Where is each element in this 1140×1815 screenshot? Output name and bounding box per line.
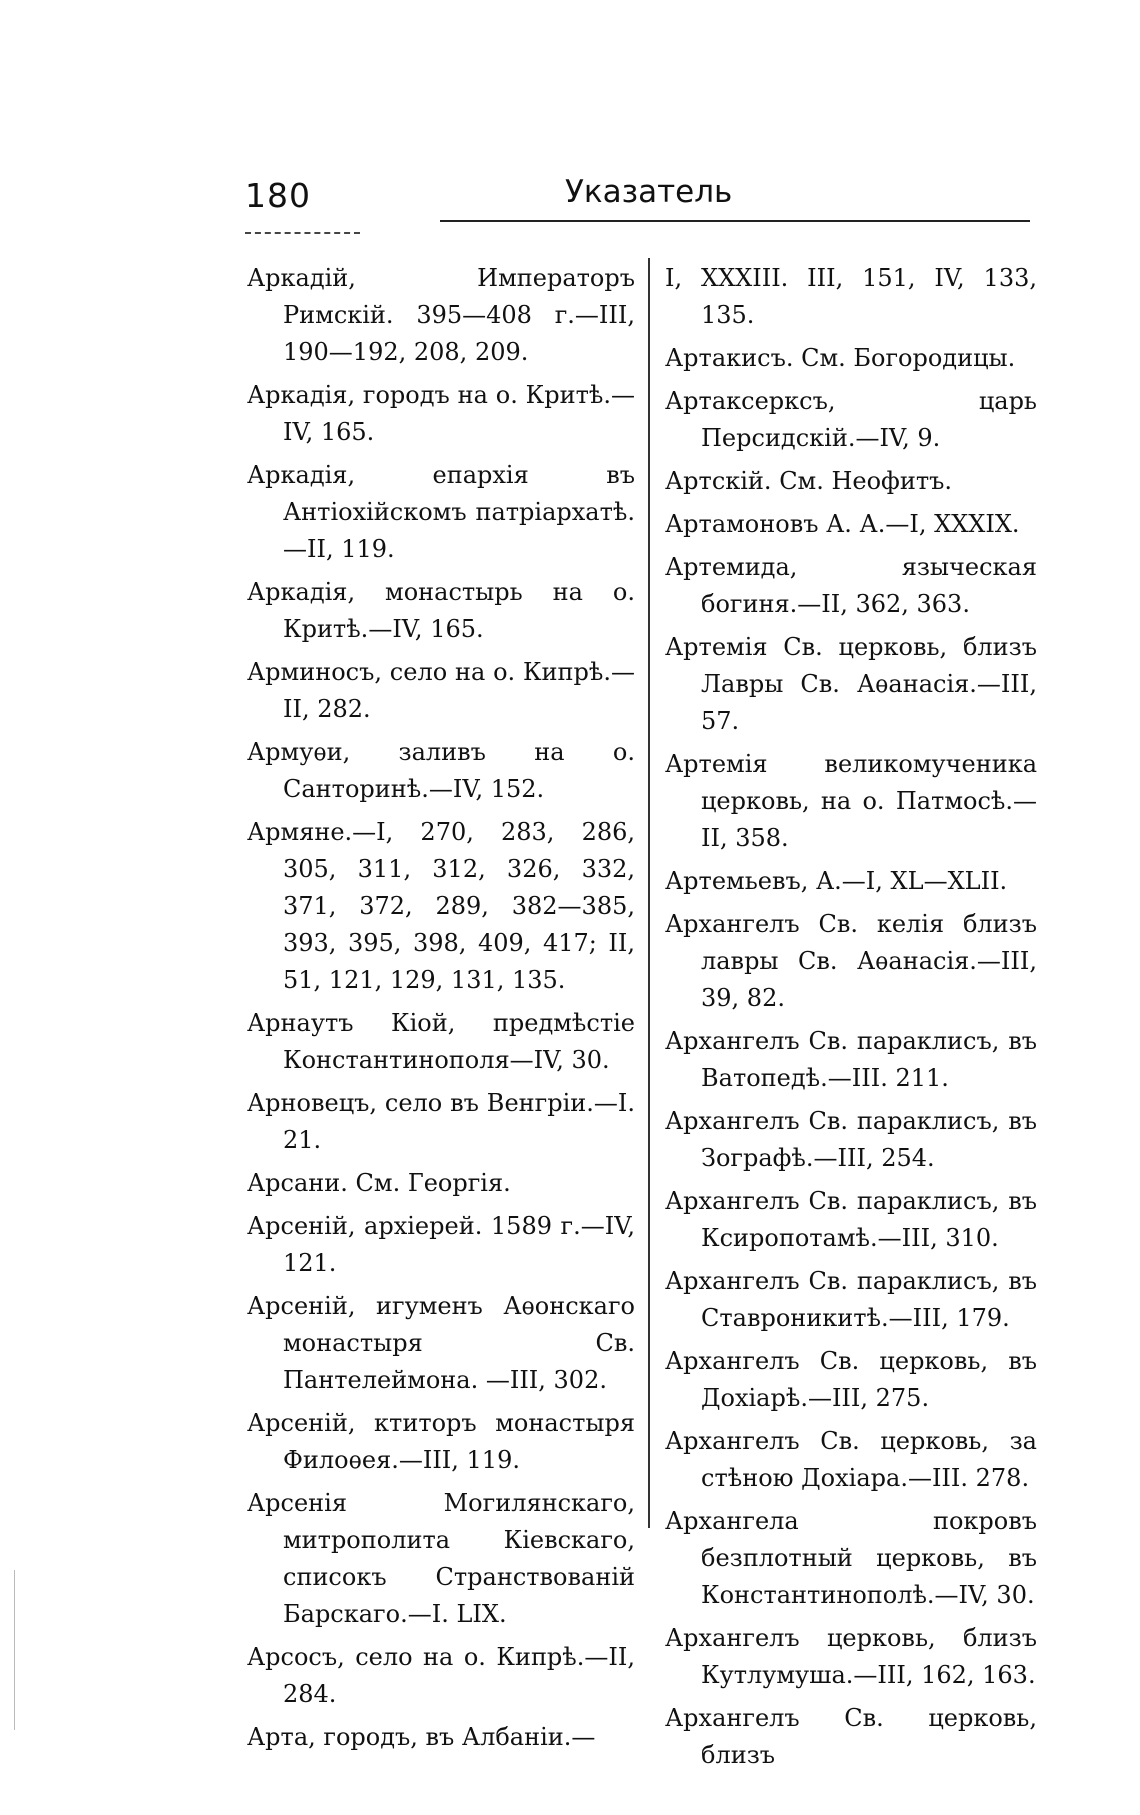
page-header (245, 168, 1030, 228)
index-entry: Арсеній, архіерей. 1589 г.—IV, 121. (247, 1212, 635, 1277)
index-entry: Армяне.—I, 270, 283, 286, 305, 311, 312, 326, 332, 371, 372, 289, 382—385, 393, 395, 398, 409, 417; II, 51, 121, 129, 131, 135. (247, 818, 635, 994)
index-entry: Арсосъ, село на о. Кипрѣ.—II, 284. (247, 1643, 635, 1708)
right-column (665, 260, 1037, 1780)
index-entry: Архангелъ Св. параклисъ, въ Ставроникитѣ.—III, 179. (665, 1267, 1037, 1332)
index-entry: Аркадій, Императоръ Римскій. 395—408 г.—III, 190—192, 208, 209. (247, 264, 635, 366)
index-entry: Арновецъ, село въ Венгріи.—I. 21. (247, 1089, 635, 1154)
column-divider (648, 258, 650, 1528)
index-entry: Аркадія, монастырь на о. Критѣ.—IV, 165. (247, 578, 635, 643)
scan-edge-mark (14, 1570, 15, 1730)
left-column (247, 260, 635, 1762)
index-entry: I, XXXIII. III, 151, IV, 133, 135. (665, 264, 1037, 329)
index-entry: Артемьевъ, А.—I, XL—XLII. (665, 867, 1008, 895)
index-entry: Аркадія, городъ на о. Критѣ.—IV, 165. (247, 381, 635, 446)
index-entry: Арминосъ, село на о. Кипрѣ.—II, 282. (247, 658, 635, 723)
index-entry: Артемида, языческая богиня.—II, 362, 363. (665, 553, 1037, 618)
index-entry: Архангелъ церковь, близъ Кутлумуша.—III, 162, 163. (665, 1624, 1037, 1689)
index-entry: Артскій. См. Неофитъ. (665, 467, 953, 495)
index-entry: Архангелъ Св. церковь, въ Дохіарѣ.—III, 275. (665, 1347, 1037, 1412)
index-entry: Артаксерксъ, царь Персидскій.—IV, 9. (665, 387, 1037, 452)
index-entry: Архангелъ Св. церковь, за стѣною Дохіара.—III. 278. (665, 1427, 1037, 1492)
index-entry: Архангелъ Св. церковь, близъ (665, 1704, 1037, 1769)
index-entry: Артемія великомученика церковь, на о. Патмосѣ.—II, 358. (665, 750, 1037, 852)
index-entry: Арсенія Могилянскаго, митрополита Кіевскаго, списокъ Странствованій Барскаго.—I. LIX. (247, 1489, 635, 1628)
index-entry: Архангела покровъ безплотный церковь, въ Константинополѣ.—IV, 30. (665, 1507, 1037, 1609)
index-entry: Арта, городъ, въ Албаніи.— (247, 1723, 596, 1751)
index-entry: Артемія Св. церковь, близъ Лавры Св. Аѳанасія.—III, 57. (665, 633, 1037, 735)
index-entry: Архангелъ Св. келія близъ лавры Св. Аѳанасія.—III, 39, 82. (665, 910, 1037, 1012)
index-entry: Архангелъ Св. параклисъ, въ Зографѣ.—III, 254. (665, 1107, 1037, 1172)
header-rule-left (245, 232, 360, 234)
index-entry: Арсани. См. Георгія. (247, 1169, 511, 1197)
index-entry: Аркадія, епархія въ Антіохійскомъ патріархатѣ.—II, 119. (247, 461, 635, 563)
index-entry: Артамоновъ А. А.—I, XXXIX. (665, 510, 1020, 538)
header-rule-right (440, 220, 1030, 222)
index-entry: Архангелъ Св. параклисъ, въ Ватопедѣ.—III. 211. (665, 1027, 1037, 1092)
page-number: 180 (245, 176, 311, 215)
index-entry: Арсеній, игуменъ Аѳонскаго монастыря Св. Пантелеймона. —III, 302. (247, 1292, 635, 1394)
index-entry: Арнаутъ Кіой, предмѣстіе Константинополя—IV, 30. (247, 1009, 635, 1074)
index-entry: Арсеній, ктиторъ монастыря Филоѳея.—III, 119. (247, 1409, 635, 1474)
index-entry: Архангелъ Св. параклисъ, въ Ксиропотамѣ.—III, 310. (665, 1187, 1037, 1252)
index-entry: Артакисъ. См. Богородицы. (665, 344, 1016, 372)
index-entry: Армуѳи, заливъ на о. Санторинѣ.—IV, 152. (247, 738, 635, 803)
running-title: Указатель (565, 174, 733, 210)
